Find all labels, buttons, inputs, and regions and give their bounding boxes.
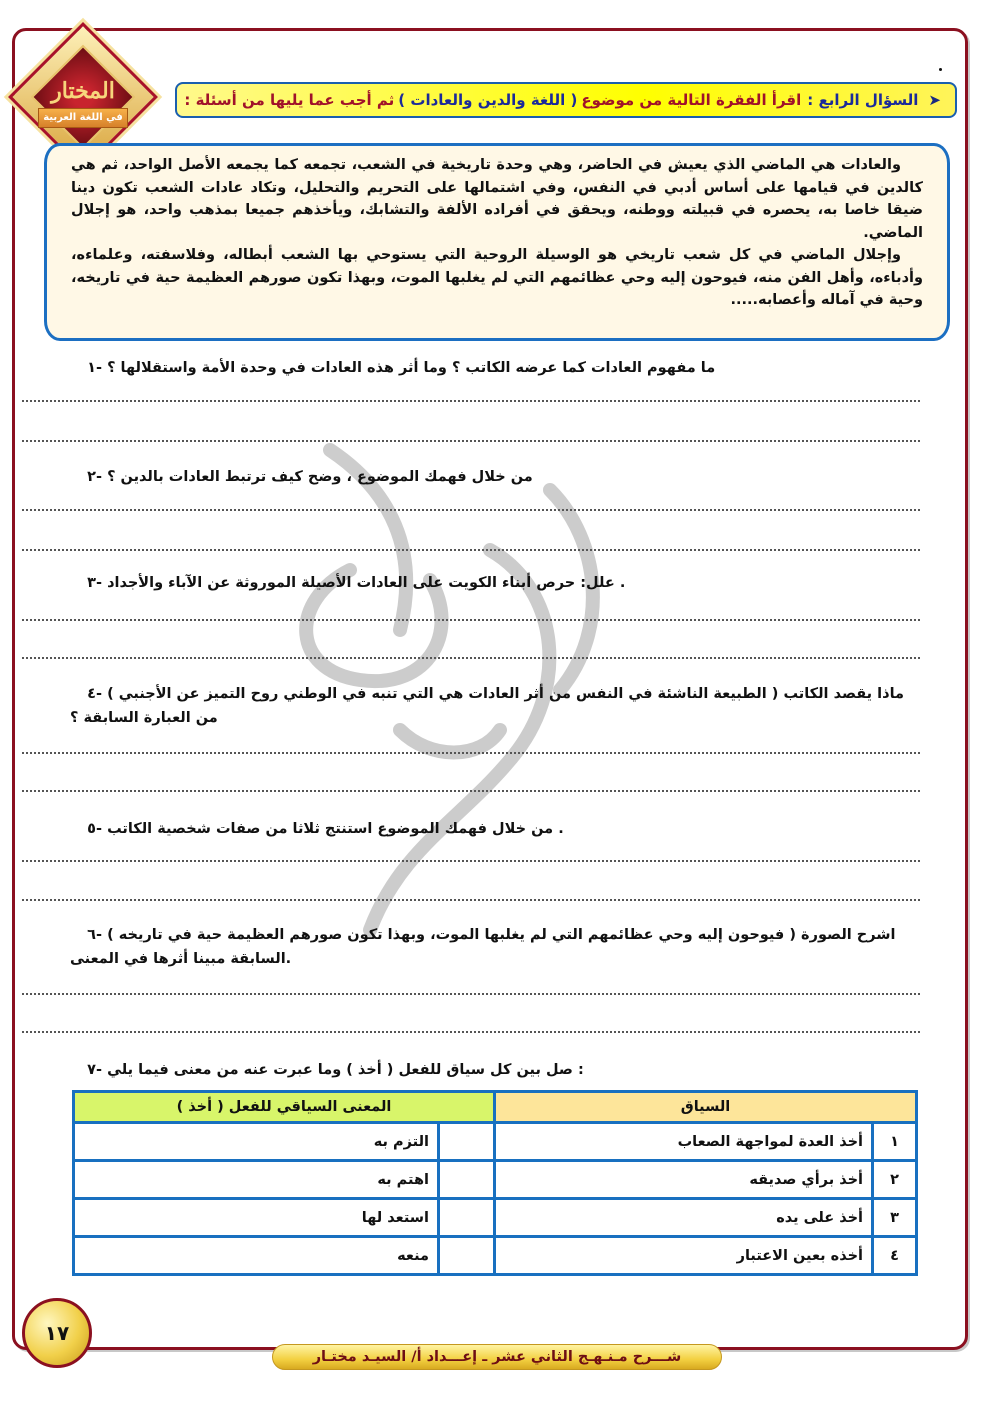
answer-line[interactable]	[22, 619, 920, 621]
question-number: ٢-	[87, 469, 102, 485]
question-number: ٤-	[87, 686, 102, 702]
row-meaning: اهتم به	[74, 1161, 439, 1199]
answer-cell[interactable]	[439, 1161, 495, 1199]
passage-paragraph-2: وإجلال الماضي في كل شعب تاريخي هو الوسيلة الروحية التي يستوحي بها الشعب أبطاله، وفلاسفته، وعلماءه، وأدباءه، وأهل الفن منه، فيوحون إليه وحي عظائمهم التي لم يغلبها الموت، وبهذا تكون صورهم العظيمة حية في تاريخه، وحية في آماله وأعصابه.....	[71, 247, 923, 308]
logo-title: المختار	[51, 78, 115, 104]
answer-line[interactable]	[22, 400, 920, 402]
row-index: ٢	[873, 1161, 917, 1199]
question-2	[70, 465, 920, 489]
question-label: السؤال الرابع :	[807, 91, 919, 109]
page-number-badge: ١٧	[22, 1298, 92, 1368]
question-number: ١-	[87, 360, 102, 376]
stray-dot	[939, 68, 942, 71]
answer-line[interactable]	[22, 549, 920, 551]
answer-line[interactable]	[22, 657, 920, 659]
question-text: صل بين كل سياق للفعل ( أخذ ) وما عبرت عنه من معنى فيما يلي :	[107, 1062, 584, 1078]
question-header	[175, 82, 957, 118]
answer-line[interactable]	[22, 509, 920, 511]
row-index: ٣	[873, 1199, 917, 1237]
answer-line[interactable]	[22, 993, 920, 995]
question-number: ٦-	[87, 927, 102, 943]
question-4	[70, 682, 920, 730]
question-instruction: اقرأ الفقرة التالية من موضوع	[581, 91, 802, 109]
answer-cell[interactable]	[439, 1123, 495, 1161]
question-text: من خلال فهمك الموضوع استنتج ثلاثا من صفات شخصية الكاتب .	[107, 821, 564, 837]
answer-line[interactable]	[22, 899, 920, 901]
table-header-row	[74, 1092, 917, 1123]
reading-passage	[44, 143, 950, 341]
answer-line[interactable]	[22, 752, 920, 754]
question-1	[70, 356, 920, 380]
row-index: ١	[873, 1123, 917, 1161]
table-row	[74, 1237, 917, 1275]
question-number: ٧-	[87, 1062, 102, 1078]
logo-subtitle: في اللغة العربية	[38, 108, 128, 128]
row-context: أخذ برأي صديقه	[495, 1161, 873, 1199]
row-meaning: التزم به	[74, 1123, 439, 1161]
arrow-icon: ➤	[928, 91, 941, 109]
table-row	[74, 1199, 917, 1237]
row-context: أخذه بعين الاعتبار	[495, 1237, 873, 1275]
passage-paragraph-1: والعادات هي الماضي الذي يعيش في الحاضر، وهي وحدة تاريخية في الشعب، تجمعه كما يجمعه الأصل الواحد، ثم هي كالدين في قيامها على أساس أدبي في النفس، وفي اشتمالها على التحريم والتحليل، وتكاد عادات الشعب تكون دينا ضيقا خاصا به، يحصره في قبيلته ووطنه، ويحقق في أفراده الألفة والتشابك، ويأخذهم جميعا بمذهب واحد، هو إجلال الماضي.	[71, 157, 923, 241]
answer-cell[interactable]	[439, 1199, 495, 1237]
question-tail: ثم أجب عما يليها من أسئلة :	[184, 91, 395, 109]
question-text: ( فيوحون إليه وحي عظائمهم التي لم يغلبها الموت، وبهذا تكون صورهم العظيمة حية في تاريخه ) اشرح الصورة السابقة مبينا أثرها في المعنى.	[70, 927, 896, 967]
question-number: ٥-	[87, 821, 102, 837]
answer-line[interactable]	[22, 1031, 920, 1033]
question-7	[70, 1058, 920, 1082]
answer-line[interactable]	[22, 860, 920, 862]
row-meaning: استعد لها	[74, 1199, 439, 1237]
question-text: من خلال فهمك الموضوع ، وضح كيف ترتبط العادات بالدين ؟	[107, 469, 533, 485]
row-context: أخذ العدة لمواجهة الصعاب	[495, 1123, 873, 1161]
question-6	[70, 923, 920, 971]
question-5	[70, 817, 920, 841]
question-3	[70, 571, 920, 595]
footer-credit: شـــرح مـنـهـج الثاني عشر ـ إعـــداد أ/ السيـد مختـار	[272, 1344, 722, 1370]
row-meaning: منعه	[74, 1237, 439, 1275]
row-index: ٤	[873, 1237, 917, 1275]
question-number: ٣-	[87, 575, 102, 591]
question-text: علل: حرص أبناء الكويت على العادات الأصيلة الموروثة عن الآباء والأجداد .	[107, 575, 626, 591]
question-text: ما مفهوم العادات كما عرضه الكاتب ؟ وما أثر هذه العادات في وحدة الأمة واستقلالها ؟	[107, 360, 716, 376]
header-meaning: المعنى السياقي للفعل ( أخذ )	[74, 1092, 495, 1123]
answer-line[interactable]	[22, 790, 920, 792]
table-row	[74, 1161, 917, 1199]
table-row	[74, 1123, 917, 1161]
row-context: أخذ على يده	[495, 1199, 873, 1237]
matching-table	[72, 1090, 918, 1276]
header-context: السياق	[495, 1092, 917, 1123]
question-topic: ( اللغة والدين والعادات )	[398, 91, 578, 109]
answer-line[interactable]	[22, 440, 920, 442]
answer-cell[interactable]	[439, 1237, 495, 1275]
question-text: ( الطبيعة الناشئة في النفس من أثر العادات هي التي تنبه في الوطني روح التميز عن الأجنبي ) ماذا يقصد الكاتب من العبارة السابقة ؟	[70, 686, 904, 726]
